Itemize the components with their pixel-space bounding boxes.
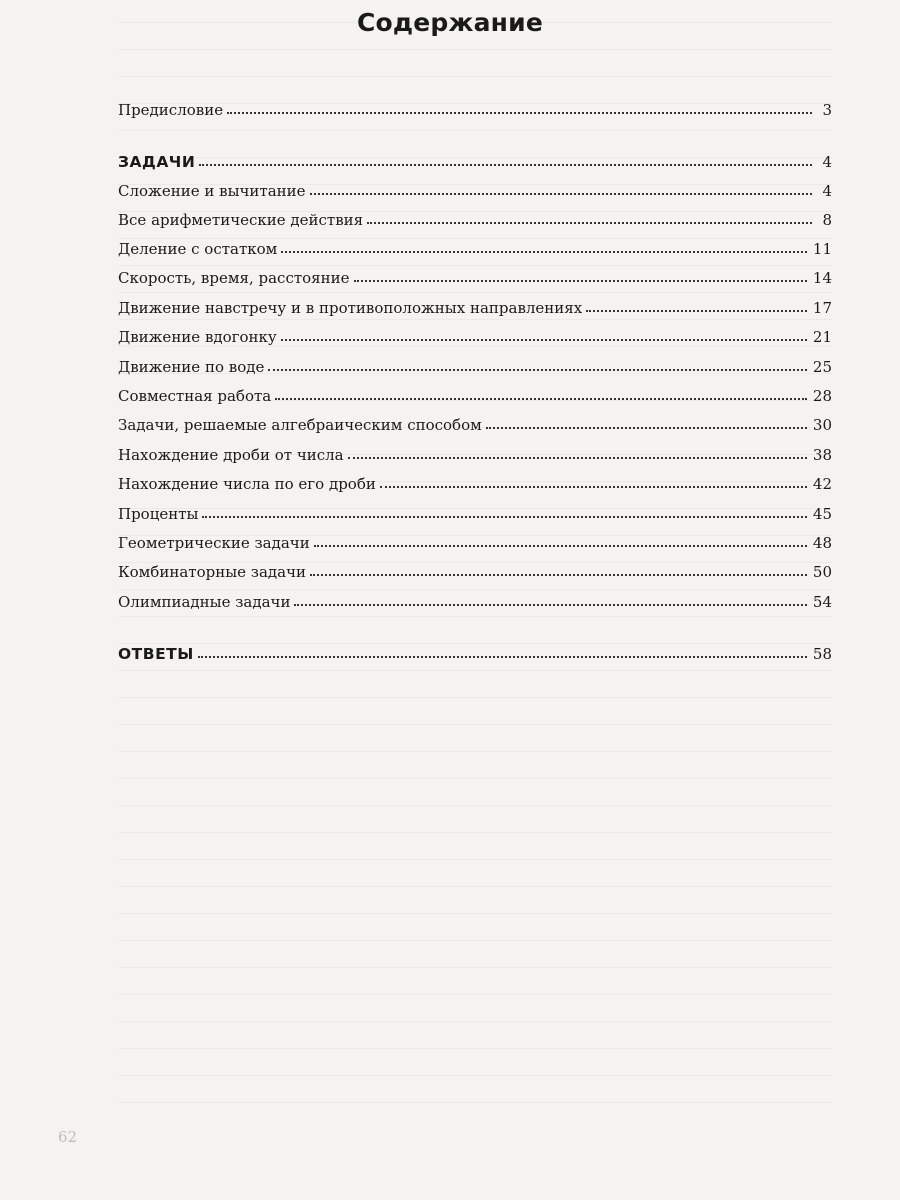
dot-leader xyxy=(227,112,812,114)
bleed-through-line xyxy=(118,66,832,77)
dot-leader xyxy=(275,398,807,400)
bleed-through-line xyxy=(118,687,832,698)
toc-entry xyxy=(118,232,832,258)
toc-entry-label: Предисловие xyxy=(118,101,224,119)
dot-leader xyxy=(486,427,807,429)
toc-entry xyxy=(118,93,832,119)
toc-entry xyxy=(118,174,832,200)
toc-entry-label: Комбинаторные задачи xyxy=(118,563,307,581)
toc-entry xyxy=(118,320,832,346)
bleed-through-line xyxy=(118,849,832,860)
bleed-through-line xyxy=(118,795,832,806)
toc-entry xyxy=(118,438,832,464)
dot-leader xyxy=(281,339,807,341)
dot-leader xyxy=(314,545,807,547)
dot-leader xyxy=(198,656,807,658)
toc-entry xyxy=(118,145,832,171)
dot-leader xyxy=(348,457,807,459)
bleed-through-line xyxy=(118,714,832,725)
toc-entry-label: ЗАДАЧИ xyxy=(118,153,196,171)
toc-entry-page-number: 54 xyxy=(812,593,832,611)
bleed-through-line xyxy=(118,876,832,887)
bleed-through-line xyxy=(118,822,832,833)
toc-entry xyxy=(118,497,832,523)
toc-entry xyxy=(118,585,832,611)
dot-leader xyxy=(199,164,812,166)
toc-entry-label: Проценты xyxy=(118,505,199,523)
page-title: Содержание xyxy=(356,8,544,37)
toc-entry-label: Движение по воде xyxy=(118,358,265,376)
dot-leader xyxy=(310,574,807,576)
toc-entry-page-number: 11 xyxy=(812,240,832,258)
toc-entry xyxy=(118,379,832,405)
dot-leader xyxy=(354,280,807,282)
toc-entry-page-number: 4 xyxy=(822,153,832,171)
bleed-through-line xyxy=(118,1011,832,1022)
toc-entry-label: Скорость, время, расстояние xyxy=(118,269,350,287)
bleed-through-line xyxy=(118,984,832,995)
bleed-through-line xyxy=(118,1092,832,1103)
toc-entry xyxy=(118,203,832,229)
dot-leader xyxy=(202,516,806,518)
bleed-through-line xyxy=(118,957,832,968)
toc-entry-label: Задачи, решаемые алгебраическим способом xyxy=(118,416,482,434)
toc-entry-label: Все арифметические действия xyxy=(118,211,364,229)
toc-entry-label: Олимпиадные задачи xyxy=(118,593,291,611)
toc-entry-page-number: 28 xyxy=(812,387,832,405)
toc-entry xyxy=(118,526,832,552)
bleed-through-line xyxy=(118,120,832,131)
toc-entry-page-number: 21 xyxy=(812,328,832,346)
dot-leader xyxy=(586,310,807,312)
bleed-through-line xyxy=(118,903,832,914)
toc-entry-label: Движение вдогонку xyxy=(118,328,277,346)
bleed-through-line xyxy=(118,1038,832,1049)
toc-entry-label: Совместная работа xyxy=(118,387,272,405)
toc-entry-label: Геометрические задачи xyxy=(118,534,310,552)
dot-leader xyxy=(294,604,806,606)
toc-entry xyxy=(118,261,832,287)
toc-entry-page-number: 17 xyxy=(812,299,832,317)
toc-entry-page-number: 30 xyxy=(812,416,832,434)
toc-entry-page-number: 25 xyxy=(812,358,832,376)
dot-leader xyxy=(281,251,807,253)
toc-entry xyxy=(118,291,832,317)
dot-leader xyxy=(380,486,807,488)
dot-leader xyxy=(310,193,812,195)
toc-entry-label: Нахождение числа по его дроби xyxy=(118,475,376,493)
toc-entry-page-number: 42 xyxy=(812,475,832,493)
toc-entry-page-number: 14 xyxy=(812,269,832,287)
toc-entry xyxy=(118,408,832,434)
bleed-through-line xyxy=(118,768,832,779)
toc-entry xyxy=(118,555,832,581)
toc-entry-label: ОТВЕТЫ xyxy=(118,645,194,663)
dot-leader xyxy=(367,222,812,224)
toc-entry-label: Движение навстречу и в противоположных направлениях xyxy=(118,299,583,317)
toc-entry xyxy=(118,637,832,663)
toc-entry-page-number: 4 xyxy=(822,182,832,200)
toc-entry-label: Сложение и вычитание xyxy=(118,182,306,200)
toc-entry-page-number: 8 xyxy=(822,211,832,229)
bleed-through-line xyxy=(118,1065,832,1076)
bleed-through-line xyxy=(118,39,832,50)
toc-entry xyxy=(118,350,832,376)
toc-entry-label: Деление с остатком xyxy=(118,240,278,258)
footer-page-number: 62 xyxy=(58,1128,78,1146)
toc-entry-page-number: 58 xyxy=(812,645,832,663)
dot-leader xyxy=(268,369,807,371)
toc-entry-label: Нахождение дроби от числа xyxy=(118,446,344,464)
bleed-through-line xyxy=(118,930,832,941)
toc-entry-page-number: 38 xyxy=(812,446,832,464)
toc-entry xyxy=(118,467,832,493)
bleed-through-line xyxy=(118,741,832,752)
toc-entry-page-number: 48 xyxy=(812,534,832,552)
toc-entry-page-number: 3 xyxy=(822,101,832,119)
toc-entry-page-number: 45 xyxy=(812,505,832,523)
toc-entry-page-number: 50 xyxy=(812,563,832,581)
